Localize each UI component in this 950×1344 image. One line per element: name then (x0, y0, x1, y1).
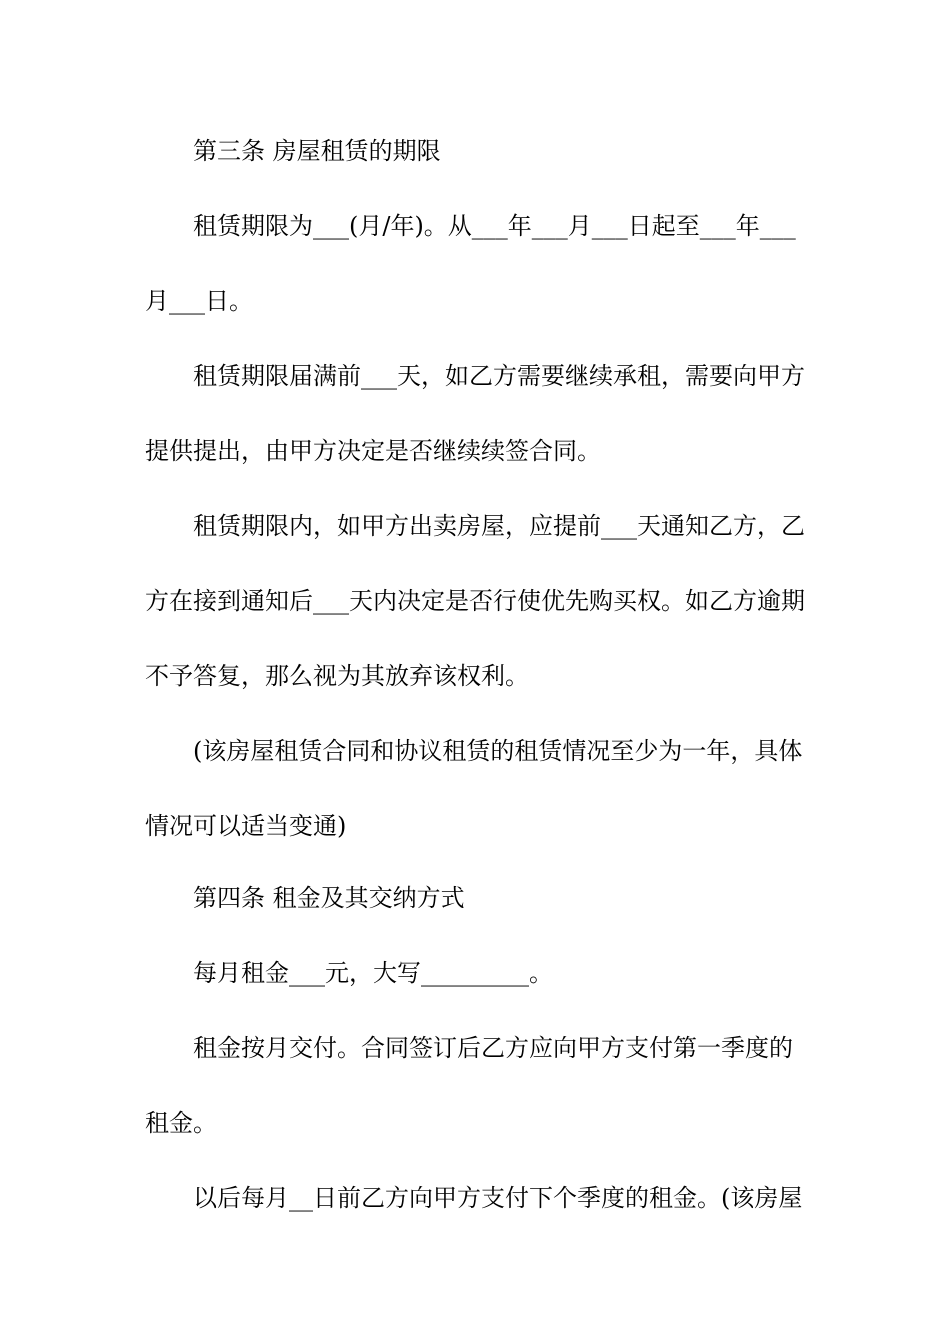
paragraph-line: 方在接到通知后___天内决定是否行使优先购买权。如乙方逾期 (145, 587, 805, 615)
paragraph-line: 情况可以适当变通) (145, 812, 347, 840)
paragraph-line: 提供提出，由甲方决定是否继续续签合同。 (145, 437, 601, 465)
paragraph-line: 每月租金___元，大写_________。 (193, 959, 553, 987)
paragraph-line: 以后每月__日前乙方向甲方支付下个季度的租金。(该房屋 (193, 1184, 803, 1212)
paragraph-line: 租金。 (145, 1109, 217, 1137)
paragraph-line: 租赁期限届满前___天，如乙方需要继续承租，需要向甲方 (193, 362, 805, 390)
paragraph-line: 租赁期限内，如甲方出卖房屋，应提前___天通知乙方，乙 (193, 512, 805, 540)
paragraph-line: 租金按月交付。合同签订后乙方应向甲方支付第一季度的 (193, 1034, 793, 1062)
article-4-heading: 第四条 租金及其交纳方式 (193, 884, 465, 912)
paragraph-line: (该房屋租赁合同和协议租赁的租赁情况至少为一年，具体 (193, 737, 803, 765)
paragraph-line: 月___日。 (145, 287, 253, 315)
article-3-heading: 第三条 房屋租赁的期限 (193, 137, 441, 165)
paragraph-line: 租赁期限为___(月/年)。从___年___月___日起至___年___ (193, 212, 796, 240)
paragraph-line: 不予答复，那么视为其放弃该权利。 (145, 662, 529, 690)
